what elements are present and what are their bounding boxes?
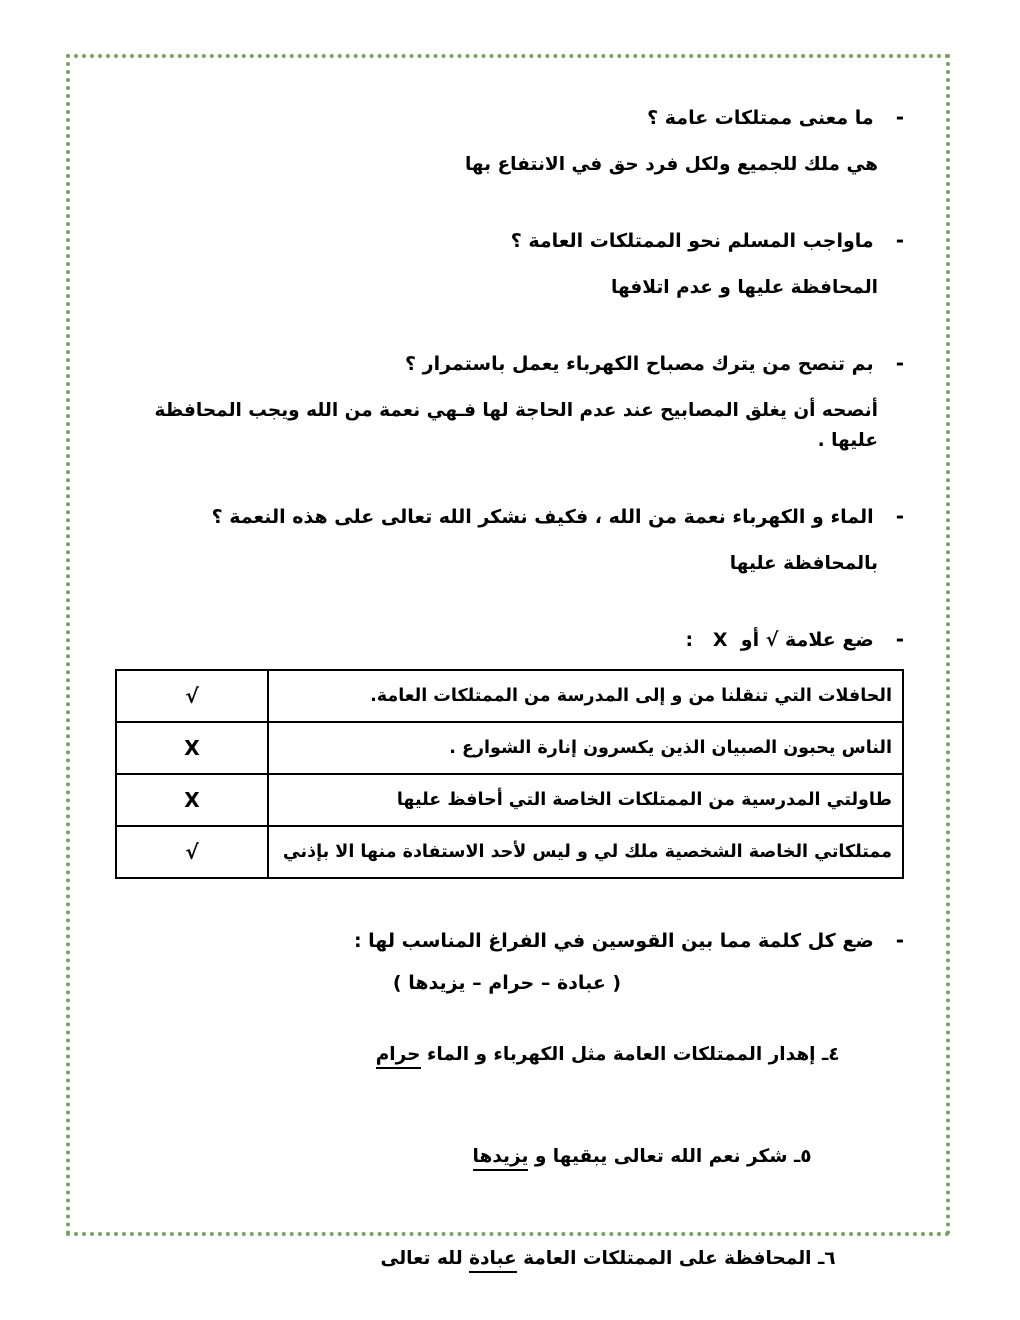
fill-item-suffix: لله تعالى <box>380 1248 470 1269</box>
fill-answer-underlined: عبادة <box>469 1248 517 1273</box>
bullet-dash: - <box>895 105 904 129</box>
mark-cell: √ <box>116 670 268 722</box>
answer-text: المحافظة عليها و عدم اتلافها <box>611 277 878 298</box>
fill-item-prefix: ٦ـ المحافظة على الممتلكات العامة <box>516 1248 836 1269</box>
fill-answer-underlined: يزيدها <box>473 1146 529 1171</box>
mark-cell: X <box>116 722 268 774</box>
bullet-dash: - <box>895 928 904 952</box>
mark-cell: X <box>116 774 268 826</box>
mark-table <box>115 669 904 879</box>
question-text: بم تنصح من يترك مصباح الكهرباء يعمل باستمرار ؟ <box>405 353 874 375</box>
statement-cell: الحافلات التي تنقلنا من و إلى المدرسة من الممتلكات العامة. <box>268 670 903 722</box>
question-text: الماء و الكهرباء نعمة من الله ، فكيف نشكر الله تعالى على هذه النعمة ؟ <box>211 506 874 528</box>
bullet-dash: - <box>895 627 904 651</box>
table-row <box>116 774 903 826</box>
question-line <box>110 225 904 256</box>
fill-items-list <box>110 1010 904 1304</box>
fill-section-title-text: ضع كل كلمة مما بين القوسين في الفراغ المناسب لها : <box>353 930 874 952</box>
table-row <box>116 722 903 774</box>
bullet-dash: - <box>895 504 904 528</box>
mark-section-title <box>110 624 904 655</box>
answer-text: أنصحه أن يغلق المصابيح عند عدم الحاجة لها فـهي نعمة من الله ويجب المحافظة عليها . <box>148 400 878 451</box>
fill-item <box>110 1112 876 1202</box>
fill-item <box>110 1214 900 1304</box>
fill-item <box>110 1010 904 1100</box>
worksheet-content <box>70 58 946 1269</box>
bullet-dash: - <box>895 351 904 375</box>
mark-cell: √ <box>116 826 268 878</box>
question-text: ما معنى ممتلكات عامة ؟ <box>647 107 874 129</box>
statement-cell: طاولتي المدرسية من الممتلكات الخاصة التي أحافظ عليها <box>268 774 903 826</box>
question-line <box>110 348 904 379</box>
fill-item-prefix: ٥ـ شكر نعم الله تعالى يبقيها و <box>528 1146 812 1167</box>
fill-section-title <box>110 925 904 956</box>
qa-block <box>110 102 904 180</box>
question-text: ماواجب المسلم نحو الممتلكات العامة ؟ <box>510 230 874 252</box>
answer-text: هي ملك للجميع ولكل فرد حق في الانتفاع بها <box>464 154 878 175</box>
qa-block <box>110 348 904 456</box>
table-row <box>116 826 903 878</box>
statement-cell: ممتلكاتي الخاصة الشخصية ملك لي و ليس لأحد الاستفادة منها الا بإذني <box>268 826 903 878</box>
fill-item-prefix: ٤ـ إهدار الممتلكات العامة مثل الكهرباء و الماء <box>420 1044 840 1065</box>
table-row <box>116 670 903 722</box>
word-bank: ( عبادة – حرام – يزيدها ) <box>392 972 622 994</box>
decorative-green-border <box>66 54 950 1269</box>
qa-block <box>110 225 904 303</box>
fill-answer-underlined: حرام <box>376 1044 421 1069</box>
answer-text: بالمحافظة عليها <box>729 553 878 574</box>
question-line <box>110 102 904 133</box>
bullet-dash: - <box>895 228 904 252</box>
qa-block <box>110 501 904 579</box>
mark-section-title-text: ضع علامة √ أو X : <box>685 629 874 651</box>
statement-cell: الناس يحبون الصبيان الذين يكسرون إنارة الشوارع . <box>268 722 903 774</box>
question-line <box>110 501 904 532</box>
